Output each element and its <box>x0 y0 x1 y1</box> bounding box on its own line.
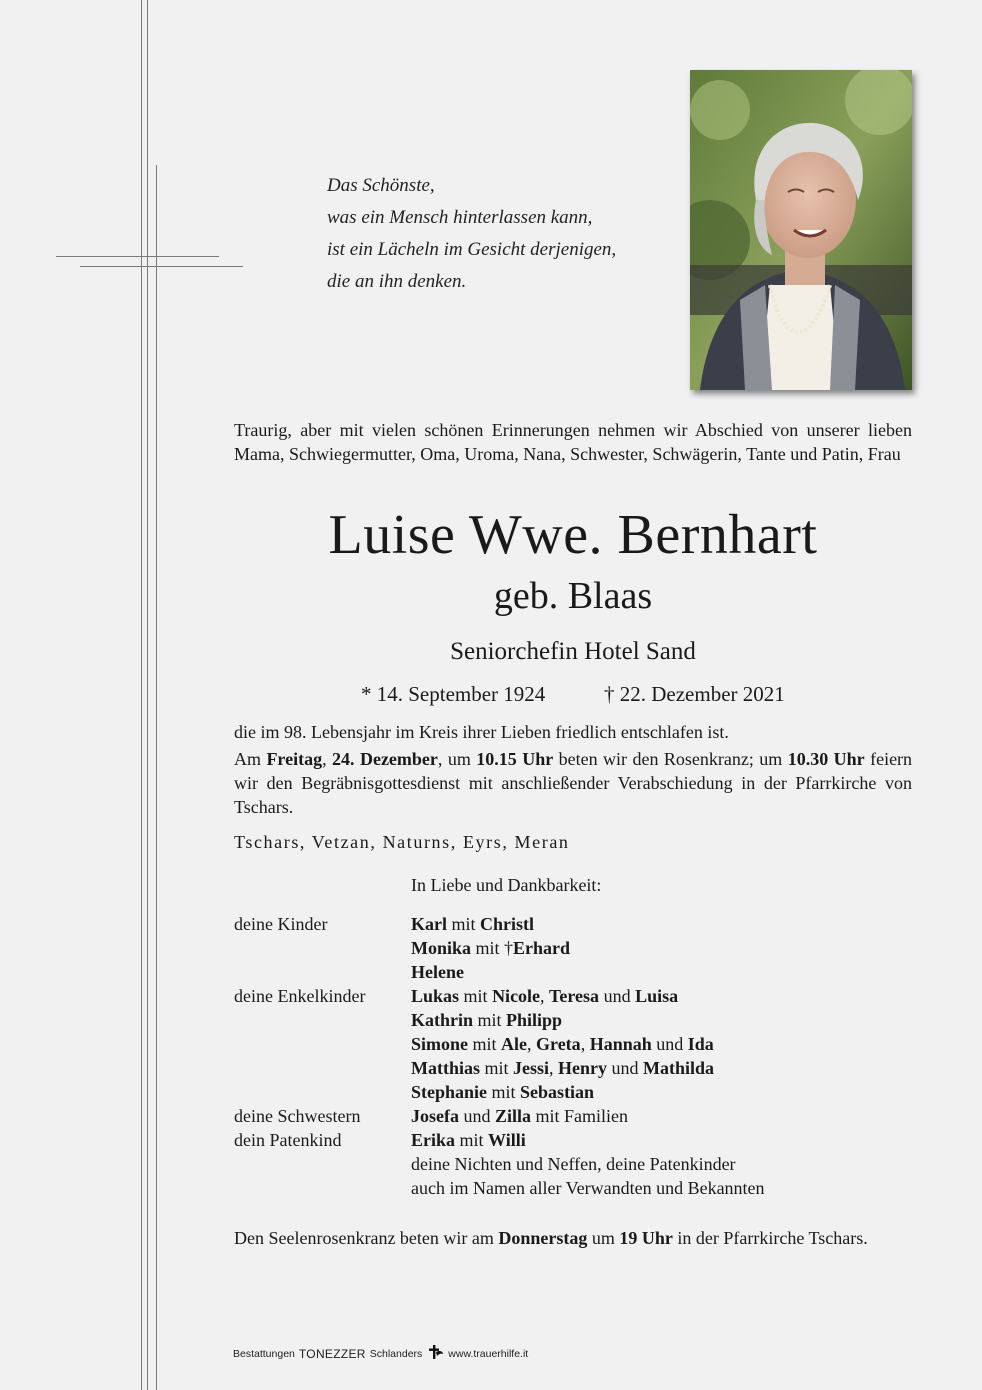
relative-name: Karl <box>411 914 447 934</box>
relative-connector: mit <box>455 1130 489 1150</box>
cross-line-horizontal-lower <box>80 266 243 267</box>
service-text: , um <box>437 749 477 769</box>
relatives-group-enkel <box>234 984 912 1104</box>
death-date: † 22. Dezember 2021 <box>604 682 785 706</box>
footer-town: Schlanders <box>369 1347 423 1360</box>
relatives-group-patenkind <box>234 1128 912 1200</box>
relatives-line <box>411 1032 714 1056</box>
relatives-line <box>411 1080 714 1104</box>
relative-name: Mathilda <box>643 1058 715 1078</box>
relative-name: Kathrin <box>411 1010 474 1030</box>
service-details <box>234 747 912 819</box>
relative-connector: mit <box>487 1082 521 1102</box>
service-text: Am <box>234 749 267 769</box>
relative-name: Christl <box>480 914 535 934</box>
birth-date: * 14. September 1924 <box>361 682 546 706</box>
relatives-line <box>411 1008 714 1032</box>
relative-name: Matthias <box>411 1058 480 1078</box>
relative-name: Lukas <box>411 986 460 1006</box>
funeral-home-footer <box>233 1345 528 1362</box>
relative-name: Greta <box>536 1034 581 1054</box>
relatives-label: deine Enkelkinder <box>234 986 366 1006</box>
rosary-text: in der Pfarrkirche Tschars. <box>672 1228 868 1248</box>
deceased-role: Seniorchefin Hotel Sand <box>450 638 696 665</box>
relatives-names <box>411 1104 628 1128</box>
portrait-photo <box>690 70 912 390</box>
cross-line-outer-vertical <box>141 0 142 1390</box>
deceased-name: Luise Wwe. Bernhart <box>328 504 818 566</box>
relative-name: Philipp <box>506 1010 563 1030</box>
memorial-quote <box>327 170 616 298</box>
service-text: , <box>322 749 333 769</box>
relatives-line <box>411 1104 628 1128</box>
quote-line: ist ein Lächeln im Gesicht derjenigen, <box>327 239 617 260</box>
rosary-day: Donnerstag <box>498 1228 588 1248</box>
relative-name: Jessi <box>513 1058 550 1078</box>
relative-connector: mit † <box>471 938 514 958</box>
service-date: 24. Dezember <box>332 749 438 769</box>
relative-name: Monika <box>411 938 472 958</box>
relative-connector: und <box>599 986 636 1006</box>
quote-line: die an ihn denken. <box>327 271 467 292</box>
relative-connector: , <box>580 1034 590 1054</box>
relative-connector: mit Familien <box>531 1106 629 1126</box>
relatives-label: dein Patenkind <box>234 1130 342 1150</box>
rosary-text: um <box>587 1228 620 1248</box>
relative-name: Helene <box>411 962 464 982</box>
cross-dove-logo-icon <box>426 1345 444 1362</box>
gratitude-line: In Liebe und Dankbarkeit: <box>411 875 602 895</box>
relative-name: Willi <box>488 1130 526 1150</box>
relative-connector: , <box>540 986 550 1006</box>
relative-name: Nicole <box>492 986 541 1006</box>
relative-name: Zilla <box>495 1106 532 1126</box>
cross-line-inner-vertical <box>147 0 148 1390</box>
relatives-line: deine Nichten und Neffen, deine Patenkinder <box>411 1154 736 1174</box>
relative-name: Teresa <box>549 986 600 1006</box>
relatives-names <box>411 912 570 984</box>
passed-text: die im 98. Lebensjahr im Kreis ihrer Lieben friedlich entschlafen ist. <box>234 722 729 742</box>
relatives-group-schwestern <box>234 1104 912 1128</box>
relatives-label: deine Kinder <box>234 914 328 934</box>
relative-name: Josefa <box>411 1106 459 1126</box>
relative-connector: und <box>459 1106 495 1126</box>
mass-time: 10.30 Uhr <box>787 749 865 769</box>
relative-name: Simone <box>411 1034 469 1054</box>
relative-name: Hannah <box>589 1034 652 1054</box>
service-text: feiern wir den Begräbnisgottesdienst mit anschließender Verabschiedung in der Pfarrkirche von Tschars. <box>234 749 913 817</box>
cross-line-horizontal-upper <box>56 256 219 257</box>
relatives-line <box>411 1056 714 1080</box>
relative-name: Henry <box>558 1058 608 1078</box>
relatives-line <box>411 984 714 1008</box>
footer-url[interactable]: www.trauerhilfe.it <box>448 1347 529 1360</box>
rosary-time: 19 Uhr <box>619 1228 673 1248</box>
service-text: beten wir den Rosenkranz; um <box>553 749 788 769</box>
relatives-line <box>411 960 570 984</box>
relatives-line: auch im Namen aller Verwandten und Bekannten <box>411 1178 765 1198</box>
relative-connector: und <box>651 1034 688 1054</box>
relative-name: Sebastian <box>520 1082 595 1102</box>
relative-name: Luisa <box>635 986 679 1006</box>
relatives-names <box>411 1128 765 1200</box>
relatives-line <box>411 912 570 936</box>
relative-connector: mit <box>459 986 493 1006</box>
footer-brand: TONEZZER <box>298 1346 366 1361</box>
relatives-names <box>411 984 714 1104</box>
relative-connector: mit <box>473 1010 507 1030</box>
relatives-line <box>411 1128 765 1152</box>
relative-connector: mit <box>480 1058 514 1078</box>
relative-name: Ale <box>501 1034 528 1054</box>
relative-name: Erhard <box>513 938 571 958</box>
rosary-time: 10.15 Uhr <box>476 749 554 769</box>
relative-connector: , <box>549 1058 559 1078</box>
relative-connector: und <box>607 1058 644 1078</box>
rosary-note <box>234 1226 912 1250</box>
cross-line-short-vertical <box>156 165 157 1390</box>
footer-prefix: Bestattungen <box>233 1347 295 1360</box>
service-day: Freitag <box>266 749 323 769</box>
relative-connector: , <box>527 1034 537 1054</box>
relative-name: Stephanie <box>411 1082 488 1102</box>
relatives-label: deine Schwestern <box>234 1106 361 1126</box>
relative-name: Erika <box>411 1130 456 1150</box>
quote-line: was ein Mensch hinterlassen kann, <box>327 207 593 228</box>
relatives-line <box>411 936 570 960</box>
relatives-list <box>234 912 912 1200</box>
rosary-text: Den Seelenrosenkranz beten wir am <box>234 1228 499 1248</box>
relative-connector: mit <box>447 914 481 934</box>
maiden-name: geb. Blaas <box>493 575 653 617</box>
quote-line: Das Schönste, <box>327 175 435 196</box>
places-list: Tschars, Vetzan, Naturns, Eyrs, Meran <box>234 832 570 852</box>
relatives-group-kinder <box>234 912 912 984</box>
intro-text: Traurig, aber mit vielen schönen Erinnerungen nehmen wir Abschied von unserer lieben Mama, Schwiegermutter, Oma, Uroma, Nana, Schwester, Schwägerin, Tante und Patin, Frau <box>234 420 912 464</box>
relative-name: Ida <box>687 1034 714 1054</box>
relative-connector: mit <box>468 1034 502 1054</box>
